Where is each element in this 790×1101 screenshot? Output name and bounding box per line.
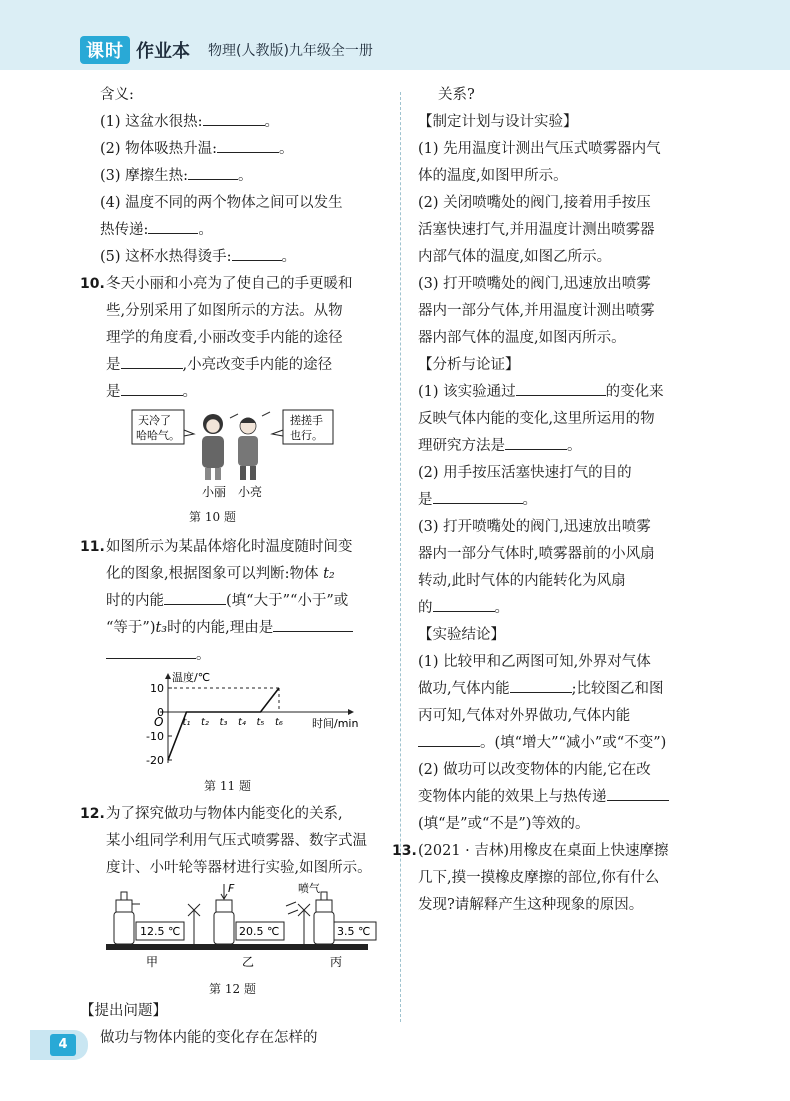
- text-line: 含义:: [100, 87, 134, 103]
- answer-blank[interactable]: [433, 487, 523, 504]
- question-number: 11.: [80, 539, 105, 555]
- section-heading: 【实验结论】: [418, 627, 505, 643]
- y-tick-label: 10: [150, 682, 164, 695]
- answer-blank[interactable]: [510, 676, 572, 693]
- temperature-chart: [80, 669, 385, 767]
- answer-blank[interactable]: [188, 163, 238, 180]
- x-tick-label: t₃: [219, 717, 228, 728]
- answer-blank[interactable]: [106, 642, 196, 659]
- x-tick-label: t₂: [201, 717, 209, 728]
- brand-badge: 课时: [80, 36, 130, 64]
- answer-blank[interactable]: [164, 588, 226, 605]
- caption-11: 第 11 题: [204, 779, 251, 793]
- question-10: 10. 冬天小丽和小亮为了使自己的手更暖和 些,分别采用了如图所示的方法。从物 理学的角度看,小丽改变手内能的途径 是 ,小亮改变手内能的途径 是 。: [80, 271, 385, 406]
- answer-blank[interactable]: [121, 352, 183, 369]
- reading-yi: 20.5 ℃: [239, 925, 280, 938]
- figure-10: [80, 406, 385, 498]
- item-4: (4) 温度不同的两个物体之间可以发生: [100, 195, 343, 211]
- page-number: 4: [50, 1034, 76, 1056]
- boy-figure: [230, 412, 270, 480]
- answer-blank[interactable]: [273, 615, 353, 632]
- bubble-left-line: 哈哈气。: [136, 429, 180, 442]
- figure-12: [76, 882, 381, 970]
- sprayer-yi: [214, 882, 284, 944]
- question-13: 13. (2021 · 吉林)用橡皮在桌面上快速摩擦 几下,摸一摸橡皮摩擦的部位,你有什么 发现?请解释产生这种现象的原因。: [392, 838, 718, 919]
- x-tick-label: t₁: [182, 717, 191, 728]
- answer-blank[interactable]: [203, 109, 265, 126]
- reading-jia: 12.5 ℃: [140, 925, 181, 938]
- answer-blank[interactable]: [121, 379, 183, 396]
- bubble-right-line: 搓搓手: [290, 414, 323, 427]
- sprayer-bing: [286, 882, 376, 944]
- answer-blank[interactable]: [433, 595, 495, 612]
- girl-figure: [202, 414, 224, 480]
- answer-blank[interactable]: [607, 784, 669, 801]
- name-xiaoliang: 小亮: [238, 485, 263, 498]
- left-column: [80, 82, 385, 1052]
- brand-name: 作业本: [136, 41, 190, 62]
- section-heading: 【制定计划与设计实验】: [418, 114, 578, 130]
- x-tick-label: t₆: [275, 717, 283, 728]
- question-number: 13.: [392, 843, 417, 859]
- item-1: (1) 这盆水很热: 。: [80, 109, 385, 136]
- answer-blank[interactable]: [505, 433, 567, 450]
- question-number: 12.: [80, 806, 105, 822]
- item-3: (3) 摩擦生热: 。: [80, 163, 385, 190]
- x-tick-label: t₄: [238, 717, 246, 728]
- caption-12: 第 12 题: [209, 982, 256, 996]
- label-bing: 丙: [330, 955, 343, 969]
- y-tick-label: 0: [157, 706, 164, 719]
- question-12: 12. 为了探究做功与物体内能变化的关系, 某小组同学利用气压式喷雾器、数字式温 度计、小叶轮等器材进行实验,如图所示。: [80, 801, 385, 882]
- brand: [80, 36, 373, 64]
- section-ask-question: 【提出问题】: [80, 1003, 167, 1019]
- subject-title: 物理(人教版)九年级全一册: [208, 43, 373, 59]
- answer-blank[interactable]: [516, 379, 606, 396]
- y-tick-label: -20: [146, 754, 164, 767]
- answer-blank[interactable]: [217, 136, 279, 153]
- y-axis-label: 温度/℃: [172, 671, 211, 684]
- bubble-right-line: 也行。: [290, 429, 323, 442]
- x-tick-label: O: [154, 715, 164, 729]
- section-heading: 【分析与论证】: [418, 357, 520, 373]
- item-4-cont: 热传递: 。: [80, 217, 385, 244]
- x-axis-label: 时间/min: [312, 717, 359, 730]
- question-11: 11. 如图所示为某晶体熔化时温度随时间变 化的图象,根据图象可以判断:物体 t₂ 时的内能 (填“大于”“小于”或 “等于”)t₃时的内能,理由是 。: [80, 534, 385, 669]
- x-tick-label: t₅: [256, 717, 265, 728]
- answer-blank[interactable]: [232, 244, 282, 261]
- bubble-left-line: 天冷了: [138, 414, 171, 427]
- question-number: 10.: [80, 276, 105, 292]
- page-header: [0, 0, 790, 70]
- caption-10: 第 10 题: [189, 510, 236, 524]
- y-tick-label: -10: [146, 730, 164, 743]
- sprayer-jia: [114, 892, 200, 944]
- right-column: 关系? 【制定计划与设计实验】 (1) 先用温度计测出气压式喷雾器内气 体的温度,如图甲所示。 (2) 关闭喷嘴处的阀门,接着用手按压 活塞快速打气,并用温度计测出喷雾器 内部气体的温度,如图乙所示。 (3) 打开喷嘴处的阀门,迅速放出喷雾 器内一部分气体,并用温度计测出喷雾 器内部气体的温度,如图丙所示。 【分析与论证】 (1) 该实验通过 的变化来 反映气体内能的变化,这里所运用的物 理研究方法是 。 (2) 用手按压活塞快速打气的目的 是 。 (3) 打开喷嘴处的阀门,迅速放出喷雾 器内一部分气体时,喷雾器前的小风扇 转动,此时气体的内能转化为风扇 的 。 【实验结论】 (1) 比较甲和乙两图可知,外界对气体 做功,气体内能 ;比较图乙和图 丙可知,气体对外界做功,气体内能 。(填“增大”“减小”或“不变”) (2) 做功可以改变物体的内能,它在改 变物体内能的效果上与热传递 (填“是”或“不是”)等效的。 13. (2021 · 吉林)用橡皮在桌面上快速摩擦 几下,摸一摸橡皮摩擦的部位,你有什么 发现?请解释产生这种现象的原因。: [418, 82, 718, 919]
- label-jia: 甲: [146, 955, 159, 969]
- name-xiaoli: 小丽: [202, 485, 227, 498]
- spray-label: 喷气: [298, 882, 320, 895]
- reading-bing: 3.5 ℃: [337, 925, 371, 938]
- item-2: (2) 物体吸热升温: 。: [80, 136, 385, 163]
- force-label: F: [228, 882, 235, 895]
- label-yi: 乙: [242, 955, 255, 969]
- item-5: (5) 这杯水热得烫手: 。: [80, 244, 385, 271]
- text-line: 做功与物体内能的变化存在怎样的: [100, 1030, 318, 1046]
- answer-blank[interactable]: [148, 217, 198, 234]
- answer-blank[interactable]: [418, 730, 480, 747]
